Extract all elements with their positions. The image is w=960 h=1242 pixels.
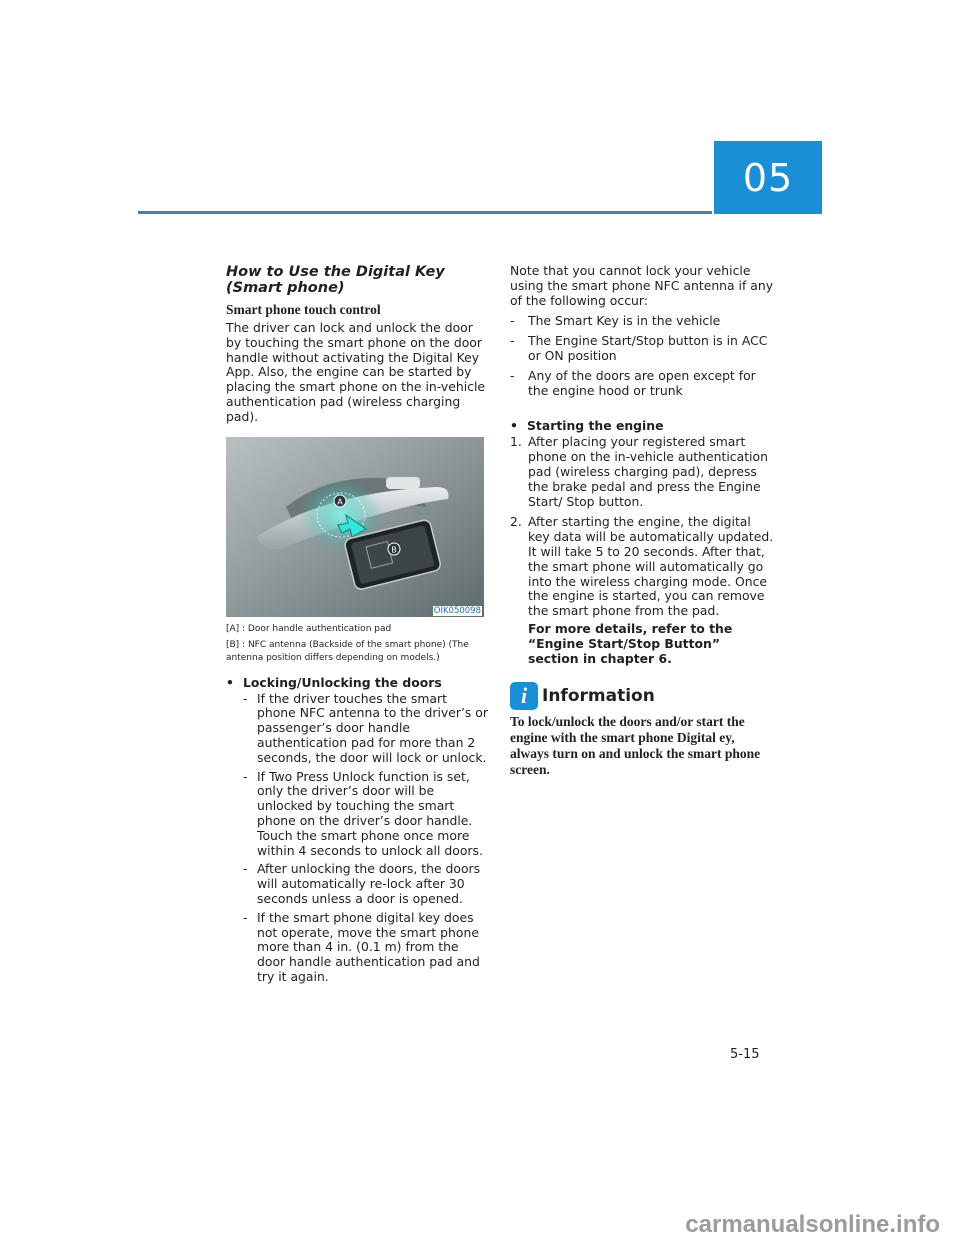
locking-title: Locking/Unlocking the doors bbox=[243, 674, 442, 690]
list-item-text: After unlocking the doors, the doors will automatically re-lock after 30 seconds unless a door is opened. bbox=[257, 861, 481, 906]
starting-steps bbox=[510, 435, 774, 666]
bullet-dot: • bbox=[510, 418, 518, 434]
step-number: 2. bbox=[510, 514, 522, 530]
step-text: After starting the engine, the digital key data will be automatically updated. It will take 5 to 20 seconds. After that, the smart phone will automatically go into the wireless charging mode. Once the engine is started, you can remove the smart phone from the pad. bbox=[528, 514, 774, 619]
header-rule bbox=[138, 211, 712, 214]
locking-heading bbox=[226, 675, 488, 690]
step-reference-note: For more details, refer to the “Engine Start/Stop Button” section in chapter 6. bbox=[528, 620, 733, 666]
figure-code: OIK050098 bbox=[433, 605, 481, 616]
note-paragraph: Note that you cannot lock your vehicle using the smart phone NFC antenna if any of the following occur: bbox=[510, 263, 774, 308]
list-item bbox=[243, 692, 488, 766]
information-icon: i bbox=[510, 682, 538, 710]
information-heading bbox=[510, 682, 774, 710]
list-item bbox=[510, 334, 774, 364]
right-column bbox=[510, 264, 774, 778]
step-item bbox=[510, 435, 774, 509]
starting-heading bbox=[510, 418, 774, 433]
list-item-text: If Two Press Unlock function is set, only the driver’s door will be unlocked by touching the smart phone on the driver’s door handle. Touch the smart phone once more within 4 seconds to unlock all doors. bbox=[257, 768, 483, 858]
dash-marker: - bbox=[510, 367, 515, 383]
step-item bbox=[510, 515, 774, 666]
door-handle-figure bbox=[226, 437, 484, 617]
dash-marker: - bbox=[510, 313, 515, 329]
left-column bbox=[226, 264, 488, 989]
dash-marker: - bbox=[510, 333, 515, 349]
dash-marker: - bbox=[243, 909, 248, 925]
label-b: B bbox=[391, 545, 397, 555]
bullet-dot: • bbox=[226, 674, 234, 690]
watermark: carmanualsonline.info bbox=[685, 1211, 940, 1238]
chapter-tab bbox=[714, 141, 822, 214]
information-title: Information bbox=[542, 686, 655, 707]
list-item bbox=[510, 369, 774, 399]
list-item bbox=[510, 314, 774, 329]
caption-b: [B] : NFC antenna (Backside of the smart phone) (The antenna position differs depending on models.) bbox=[226, 639, 469, 663]
list-item-text: The Smart Key is in the vehicle bbox=[528, 313, 721, 329]
dash-marker: - bbox=[243, 768, 248, 784]
section-heading: How to Use the Digital Key (Smart phone) bbox=[226, 264, 445, 296]
list-item-text: Any of the doors are open except for the engine hood or trunk bbox=[528, 367, 756, 398]
step-number: 1. bbox=[510, 434, 522, 450]
intro-paragraph: The driver can lock and unlock the door by touching the smart phone on the door handle without activating the Digital Key App. Also, the engine can be started by placing the smart phone on the in-vehicle authentication pad (wireless charging pad). bbox=[226, 320, 486, 424]
caption-a: [A] : Door handle authentication pad bbox=[226, 623, 392, 634]
door-handle-illustration bbox=[226, 437, 484, 617]
label-a: A bbox=[337, 497, 343, 507]
information-text: To lock/unlock the doors and/or start the engine with the smart phone Digital ey, always turn on and unlock the smart phone screen. bbox=[510, 714, 761, 778]
locking-list bbox=[243, 692, 488, 985]
list-item bbox=[243, 862, 488, 906]
subheading: Smart phone touch control bbox=[226, 302, 381, 317]
starting-title: Starting the engine bbox=[527, 418, 664, 434]
dash-marker: - bbox=[243, 861, 248, 877]
list-item bbox=[243, 770, 488, 859]
dash-marker: - bbox=[243, 690, 248, 706]
list-item bbox=[243, 911, 488, 985]
list-item-text: If the driver touches the smart phone NFC antenna to the driver’s or passenger’s door handle authentication pad for more than 2 seconds, the door will lock or unlock. bbox=[257, 690, 488, 765]
list-item-text: The Engine Start/Stop button is in ACC or ON position bbox=[528, 333, 768, 363]
conditions-list bbox=[510, 314, 774, 398]
chapter-number: 05 bbox=[742, 155, 794, 200]
page-number: 5-15 bbox=[730, 1047, 760, 1062]
step-text: After placing your registered smart phone on the in-vehicle authentication pad (wireless charging pad), depress the brake pedal and press the Engine Start/ Stop button. bbox=[528, 434, 768, 509]
list-item-text: If the smart phone digital key does not operate, move the smart phone more than 4 in. (0.1 m) from the door handle authentication pad and try it again. bbox=[257, 909, 480, 984]
